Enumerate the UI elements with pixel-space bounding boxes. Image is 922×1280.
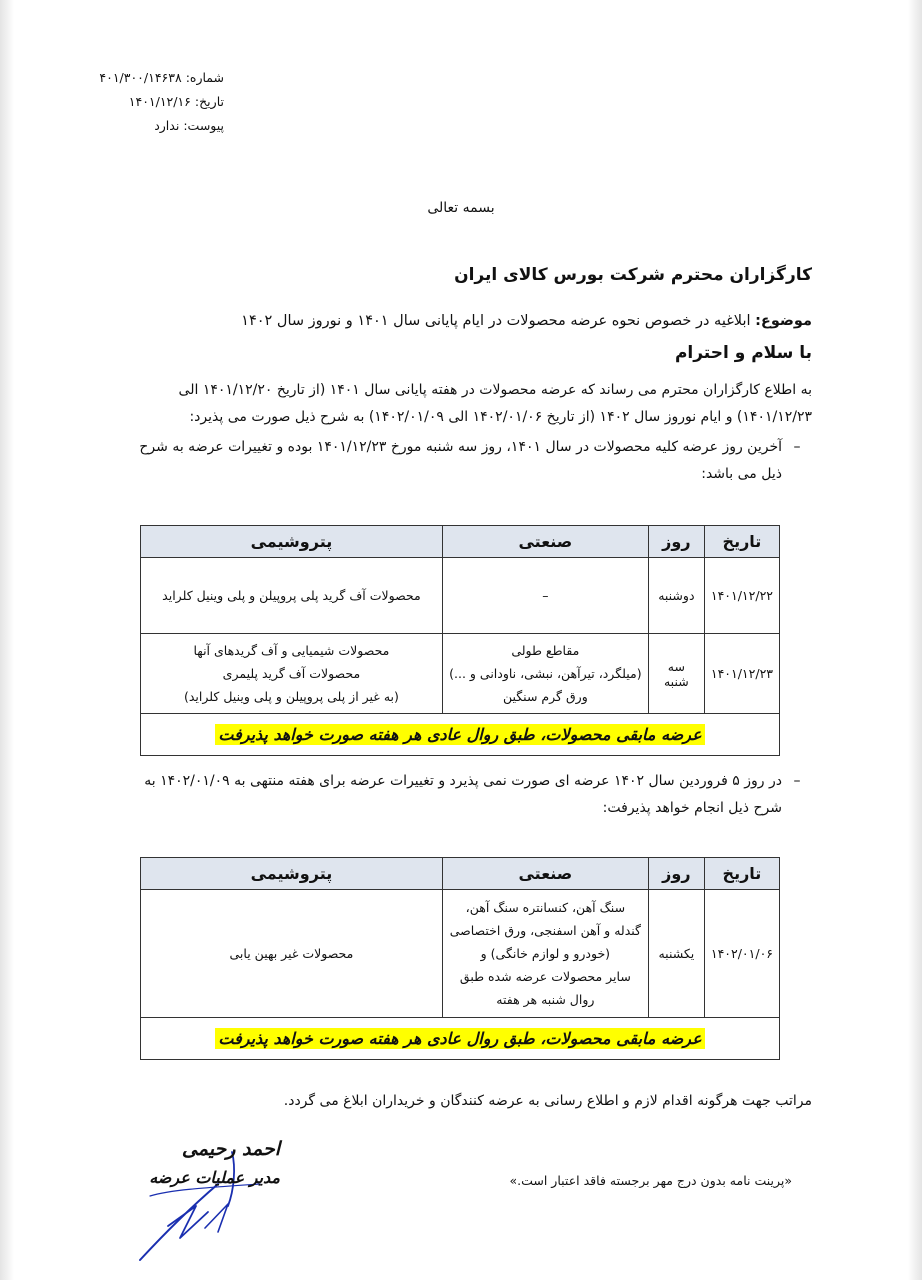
cell-industrial [442, 558, 648, 634]
letter-date-value: ۱۴۰۱/۱۲/۱۶ [128, 94, 191, 109]
header-petrochemical: پتروشیمی [141, 526, 443, 558]
cell-line: (میلگرد، تیرآهن، نبشی، ناودانی و ...) [449, 666, 642, 681]
signature-block [110, 1138, 280, 1278]
cell-line: محصولات آف گرید پلی پروپیلن و پلی وینیل کلراید [162, 588, 421, 603]
letter-meta [24, 66, 224, 138]
cell-line: سایر محصولات عرضه شده طبق [459, 969, 631, 984]
cell-day: یکشنبه [648, 890, 704, 1018]
highlighted-note: عرضه مابقی محصولات، طبق روال عادی هر هفته صورت خواهد پذیرفت [215, 724, 704, 745]
cell-industrial [442, 890, 648, 1018]
footer-cell [141, 1018, 780, 1060]
header-industrial: صنعتی [442, 858, 648, 890]
header-date: تاریخ [704, 858, 779, 890]
cell-line: روال شنبه هر هفته [496, 992, 595, 1007]
bullet-text-2: در روز ۵ فروردین سال ۱۴۰۲ عرضه ای صورت نمی پذیرد و تغییرات عرضه برای هفته منتهی به ۱۴۰۲/۰۱/۰۹ به شرح ذیل انجام خواهد پذیرفت: [144, 773, 782, 816]
cell-line: مقاطع طولی [511, 643, 580, 658]
footer-cell [141, 714, 780, 756]
cell-line: محصولات آف گرید پلیمری [222, 666, 361, 681]
letter-date-label: تاریخ: [194, 94, 224, 109]
bullet-item-2 [122, 768, 812, 822]
table-row [141, 558, 780, 634]
page-edge-shadow-left [0, 0, 14, 1280]
cell-date: ۱۴۰۱/۱۲/۲۳ [704, 634, 779, 714]
cell-line: (به غیر از پلی پروپیلن و پلی وینیل کلراید) [183, 689, 399, 704]
bismillah: بسمه تعالی [427, 200, 495, 216]
cell-industrial [442, 634, 648, 714]
bullet-dash: – [793, 773, 801, 789]
table-header-row [141, 526, 780, 558]
cell-line: سنگ آهن، کنسانتره سنگ آهن، [465, 900, 626, 915]
table-footer-row [141, 1018, 780, 1060]
subject-text: ابلاغیه در خصوص نحوه عرضه محصولات در ایام پایانی سال ۱۴۰۱ و نوروز سال ۱۴۰۲ [241, 313, 751, 329]
cell-petrochemical [141, 890, 443, 1018]
header-day: روز [648, 858, 704, 890]
highlighted-note: عرضه مابقی محصولات، طبق روال عادی هر هفته صورت خواهد پذیرفت [215, 1028, 704, 1049]
subject-line [122, 313, 812, 329]
letter-attachment-line [24, 114, 224, 138]
schedule-table-1 [140, 525, 780, 756]
letter-attachment-label: پیوست: [183, 118, 224, 133]
cell-day: دوشنبه [648, 558, 704, 634]
intro-paragraph: به اطلاع کارگزاران محترم می رساند که عرضه محصولات در هفته پایانی سال ۱۴۰۱ (از تاریخ ۱۴۰۱/۱۲/۲۰ الی ۱۴۰۱/۱۲/۲۳) و ایام نوروز سال ۱۴۰۲ (از تاریخ ۱۴۰۲/۰۱/۰۶ الی ۱۴۰۲/۰۱/۰۹) به شرح ذیل صورت می پذیرد: [178, 382, 812, 425]
cell-line: گندله و آهن اسفنجی، ورق اختصاصی [449, 923, 641, 938]
subject-label: موضوع: [755, 313, 812, 329]
table-row [141, 890, 780, 1018]
cell-date: ۱۴۰۱/۱۲/۲۲ [704, 558, 779, 634]
cell-petrochemical [141, 558, 443, 634]
letter-number-line [24, 66, 224, 90]
cell-line: محصولات غیر بهین یابی [229, 946, 354, 961]
greeting: با سلام و احترام [674, 343, 812, 363]
header-industrial: صنعتی [442, 526, 648, 558]
cell-petrochemical [141, 634, 443, 714]
table-footer-row [141, 714, 780, 756]
letter-number-label: شماره: [185, 70, 224, 85]
table-header-row [141, 858, 780, 890]
closing-paragraph: مراتب جهت هرگونه اقدام لازم و اطلاع رسانی به عرضه کنندگان و خریداران ابلاغ می گردد. [283, 1093, 812, 1109]
bullet-dash: – [793, 439, 801, 455]
letter-date-line [24, 90, 224, 114]
cell-line: محصولات شیمیایی و آف گریدهای آنها [193, 643, 390, 658]
schedule-table-2 [140, 857, 780, 1060]
signer-title: مدیر عملیات عرضه [149, 1168, 280, 1187]
table-row [141, 634, 780, 714]
header-date: تاریخ [704, 526, 779, 558]
signer-name: احمد رحیمی [181, 1138, 280, 1160]
header-day: روز [648, 526, 704, 558]
cell-line: ورق گرم سنگین [502, 689, 588, 704]
bullet-item-1 [122, 434, 812, 488]
cell-date: ۱۴۰۲/۰۱/۰۶ [704, 890, 779, 1018]
letter-attachment-value: ندارد [154, 118, 180, 133]
page-edge-shadow-right [908, 0, 922, 1280]
cell-line: – [542, 588, 549, 603]
addressee: کارگزاران محترم شرکت بورس کالای ایران [454, 265, 812, 285]
letter-number-value: ۴۰۱/۳۰۰/۱۴۶۳۸ [99, 70, 182, 85]
bullet-text-1: آخرین روز عرضه کلیه محصولات در سال ۱۴۰۱، روز سه شنبه مورخ ۱۴۰۱/۱۲/۲۳ بوده و تغییرات عرضه به شرح ذیل می باشد: [139, 439, 782, 482]
print-disclaimer: «پرینت نامه بدون درج مهر برجسته فاقد اعتبار است.» [509, 1173, 792, 1188]
cell-day: سه شنبه [648, 634, 704, 714]
cell-line: (خودرو و لوازم خانگی) و [480, 946, 611, 961]
header-petrochemical: پتروشیمی [141, 858, 443, 890]
